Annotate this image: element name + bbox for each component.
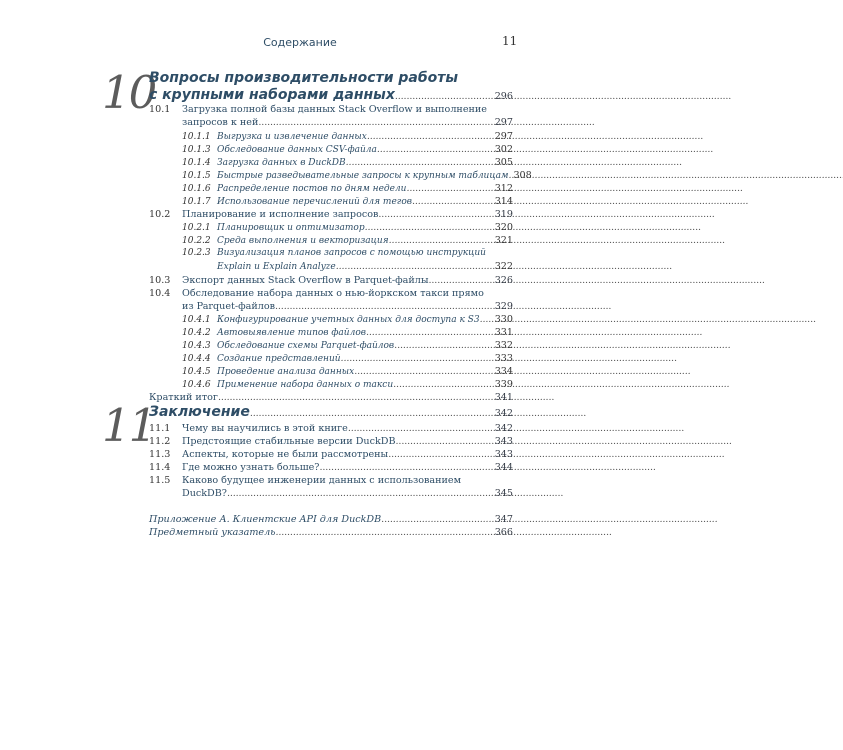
leader-dots <box>354 365 493 378</box>
leader-dots <box>394 339 494 352</box>
toc-entry-10-1-5[interactable] <box>182 169 532 183</box>
chapter-11-title-text: Заключение <box>149 404 250 420</box>
section-title: Чему вы научились в этой книге <box>182 423 348 434</box>
toc-entry-10-2-3-line2[interactable] <box>217 260 513 274</box>
subsection-page: 314 <box>494 196 513 207</box>
toc-entry-11-5-line2[interactable] <box>182 487 513 500</box>
index-title: Предметный указатель <box>149 527 276 538</box>
section-title: Предстоящие стабильные версии DuckDB <box>182 436 396 447</box>
subsection-page: 330 <box>494 314 513 325</box>
leader-dots <box>348 422 494 435</box>
toc-entry-11-5-line1[interactable] <box>149 474 461 487</box>
section-title: Экспорт данных Stack Overflow в Parquet-файлы <box>182 275 429 286</box>
leader-dots <box>406 182 493 195</box>
toc-entry-10-3[interactable] <box>149 274 513 287</box>
index-page: 366 <box>494 527 513 538</box>
subsection-title: Загрузка данных в DuckDB <box>217 158 346 168</box>
section-page: 343 <box>494 449 513 460</box>
leader-dots <box>341 352 494 365</box>
chapter-10-title-text: с крупными наборами данных <box>149 87 395 103</box>
subsection-page: 308 <box>513 170 532 181</box>
toc-entry-10-4-3[interactable] <box>182 339 513 353</box>
subsection-title: Выгрузка и извлечение данных <box>217 132 367 142</box>
leader-dots <box>377 143 494 156</box>
toc-entry-10-1-3[interactable] <box>182 143 513 157</box>
subsection-page: 302 <box>494 144 513 155</box>
subsection-title: Быстрые разведывательные запросы к крупным таблицам <box>217 171 509 181</box>
leader-dots <box>480 313 494 326</box>
subsection-title: Обследование схемы Parquet-файлов <box>217 341 395 351</box>
section-title: Аспекты, которые не были рассмотрены <box>182 449 389 460</box>
chapter-11-page: 342 <box>494 408 513 419</box>
toc-entry-11-2[interactable] <box>149 435 513 448</box>
section-number: 11.5 <box>149 475 171 486</box>
subsection-number: 10.4.2 <box>182 328 211 338</box>
running-header-title: Содержание <box>263 36 337 49</box>
subsection-page: 331 <box>494 327 513 338</box>
appendix-title: Приложение А. Клиентские API для DuckDB <box>149 514 382 525</box>
chapter-10-page: 296 <box>494 91 513 102</box>
leader-dots <box>365 221 494 234</box>
subsection-page: 320 <box>494 222 513 233</box>
toc-entry-10-1-line2[interactable] <box>182 116 513 129</box>
section-page: 342 <box>494 423 513 434</box>
leader-dots <box>389 234 494 247</box>
subsection-title: Обследование данных CSV-файла <box>217 145 377 155</box>
subsection-number: 10.1.1 <box>182 132 211 142</box>
section-title: Планирование и исполнение запросов <box>182 209 379 220</box>
leader-dots <box>429 274 494 287</box>
toc-entry-10-1-4[interactable] <box>182 156 513 170</box>
leader-dots <box>381 513 494 526</box>
subsection-title-line1: Визуализация планов запросов с помощью инструкций <box>217 248 486 258</box>
subsection-title: Планировщик и оптимизатор <box>217 223 365 233</box>
toc-entry-appendix-a[interactable] <box>149 513 513 526</box>
leader-dots <box>393 378 494 391</box>
section-title-line2: запросов к ней <box>182 117 259 128</box>
subsection-title: Создание представлений <box>217 354 341 364</box>
subsection-number: 10.1.6 <box>182 184 211 194</box>
leader-dots <box>412 195 494 208</box>
section-page: 345 <box>494 488 513 499</box>
section-title-line2: DuckDB? <box>182 488 227 499</box>
subsection-page: 334 <box>494 366 513 377</box>
subsection-title: Распределение постов по дням недели <box>217 184 407 194</box>
section-page: 344 <box>494 462 513 473</box>
section-number: 10.2 <box>149 209 171 220</box>
appendix-page: 347 <box>494 514 513 525</box>
subsection-title-line2: Explain и Explain Analyze <box>217 262 336 272</box>
subsection-page: 322 <box>494 261 513 272</box>
leader-dots <box>275 526 493 539</box>
toc-entry-10-4-5[interactable] <box>182 365 513 379</box>
summary-title: Краткий итог <box>149 392 218 403</box>
subsection-page: 297 <box>494 131 513 142</box>
subsection-title: Среда выполнения и векторизация <box>217 236 389 246</box>
leader-dots <box>367 130 494 143</box>
subsection-page: 332 <box>494 340 513 351</box>
section-title-line1: Обследование набора данных о нью-йоркском такси прямо <box>182 288 484 299</box>
subsection-number: 10.1.5 <box>182 171 211 181</box>
subsection-number: 10.2.3 <box>182 248 211 258</box>
toc-entry-10-2-3-line1[interactable] <box>182 247 486 260</box>
section-title-line1: Каково будущее инженерии данных с использованием <box>182 475 462 486</box>
leader-dots <box>275 300 494 313</box>
chapter-11-title[interactable] <box>149 403 513 421</box>
leader-dots <box>250 407 494 420</box>
section-title-line1: Загрузка полной базы данных Stack Overflow и выполнение <box>182 104 487 115</box>
subsection-number: 10.4.1 <box>182 315 211 325</box>
subsection-page: 333 <box>494 353 513 364</box>
subsection-page: 312 <box>494 183 513 194</box>
subsection-title: Использование перечислений для тегов <box>217 197 412 207</box>
section-number: 11.3 <box>149 449 171 460</box>
subsection-number: 10.4.3 <box>182 341 211 351</box>
subsection-page: 321 <box>494 235 513 246</box>
toc-entry-10-4-2[interactable] <box>182 326 513 340</box>
section-page: 297 <box>494 117 513 128</box>
subsection-title: Проведение анализа данных <box>217 367 355 377</box>
running-header-page-number: 11 <box>502 34 518 48</box>
subsection-number: 10.1.7 <box>182 197 211 207</box>
leader-dots <box>336 260 494 273</box>
toc-entry-10-2[interactable] <box>149 208 513 221</box>
toc-entry-10-1-1[interactable] <box>182 130 513 144</box>
subsection-page: 305 <box>494 157 513 168</box>
section-number: 10.3 <box>149 275 171 286</box>
toc-entry-10-4-6[interactable] <box>182 378 513 392</box>
subsection-page: 339 <box>494 379 513 390</box>
toc-entry-10-2-1[interactable] <box>182 221 513 235</box>
subsection-number: 10.4.5 <box>182 367 211 377</box>
section-page: 343 <box>494 436 513 447</box>
chapter-10-title-line2[interactable] <box>149 86 513 104</box>
toc-entry-11-4[interactable] <box>149 461 513 474</box>
section-number: 10.4 <box>149 288 171 299</box>
section-page: 319 <box>494 209 513 220</box>
section-number: 10.1 <box>149 104 171 115</box>
subsection-number: 10.4.4 <box>182 354 211 364</box>
leader-dots <box>227 487 494 500</box>
subsection-number: 10.1.3 <box>182 145 211 155</box>
leader-dots <box>319 461 493 474</box>
section-title: Где можно узнать больше? <box>182 462 320 473</box>
toc-entry-11-1[interactable] <box>149 422 513 435</box>
section-number: 11.4 <box>149 462 171 473</box>
section-title-line2: из Parquet-файлов <box>182 301 275 312</box>
subsection-number: 10.1.4 <box>182 158 211 168</box>
chapter-10-title-line1[interactable]: Вопросы производительности работы <box>149 70 459 86</box>
toc-entry-10-1-7[interactable] <box>182 195 513 209</box>
toc-entry-10-1-line1[interactable] <box>149 103 487 116</box>
leader-dots <box>396 435 494 448</box>
subsection-title: Конфигурирование учетных данных для доступа к S3 <box>217 315 480 325</box>
section-number: 11.1 <box>149 423 171 434</box>
subsection-title: Автовыявление типов файлов <box>217 328 366 338</box>
leader-dots <box>378 208 493 221</box>
toc-entry-10-2-2[interactable] <box>182 234 513 248</box>
subsection-number: 10.2.2 <box>182 236 211 246</box>
subsection-title: Применение набора данных о такси <box>217 380 394 390</box>
subsection-number: 10.4.6 <box>182 380 211 390</box>
toc-entry-11-3[interactable] <box>149 448 513 461</box>
leader-dots <box>366 326 494 339</box>
section-page: 329 <box>494 301 513 312</box>
leader-dots <box>395 90 494 103</box>
leader-dots <box>346 156 494 169</box>
chapter-11-number: 11 <box>102 399 156 452</box>
leader-dots <box>258 116 493 129</box>
section-number: 11.2 <box>149 436 171 447</box>
chapter-10-number: 10 <box>102 66 156 119</box>
toc-entry-10-4-line1[interactable] <box>149 287 484 300</box>
toc-entry-10-4-line2[interactable] <box>182 300 513 313</box>
toc-entry-10-4-4[interactable] <box>182 352 513 366</box>
leader-dots <box>388 448 494 461</box>
toc-entry-10-4-1[interactable] <box>182 313 513 327</box>
toc-entry-index[interactable] <box>149 526 513 539</box>
toc-entry-10-1-6[interactable] <box>182 182 513 196</box>
subsection-number: 10.2.1 <box>182 223 211 233</box>
summary-page: 341 <box>494 392 513 403</box>
section-page: 326 <box>494 275 513 286</box>
